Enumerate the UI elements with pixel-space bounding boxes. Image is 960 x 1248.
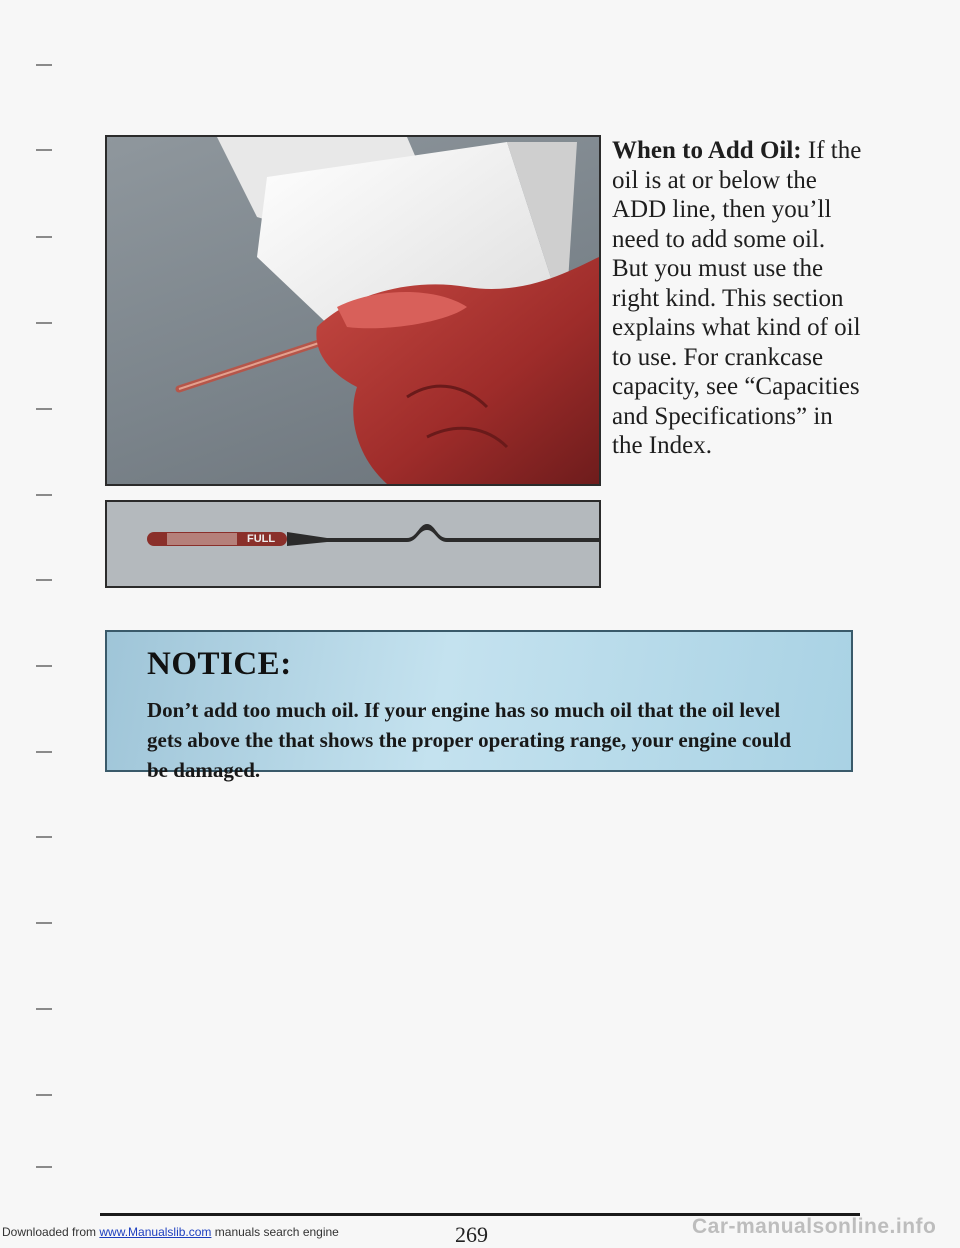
watermark: Car-manualsonline.info	[692, 1215, 937, 1238]
margin-tick	[36, 579, 52, 581]
manualslib-link[interactable]: www.Manualslib.com	[99, 1225, 212, 1239]
dipstick-full-label: FULL	[247, 533, 276, 545]
margin-tick	[36, 665, 52, 667]
footer-suffix: manuals search engine	[211, 1225, 339, 1239]
margin-tick	[36, 751, 52, 753]
margin-tick	[36, 1094, 52, 1096]
when-to-add-oil-body: If the oil is at or below the ADD line, then you’ll need to add some oil. But you must use the right kind. This section explains what kind of oil to use. For crankcase capacity, see “Capacities and Specifications” in the Index.	[612, 137, 862, 459]
hand-wiping-dipstick-photo	[105, 135, 601, 486]
when-to-add-oil-paragraph	[612, 136, 862, 461]
margin-tick	[36, 149, 52, 151]
margin-tick	[36, 1166, 52, 1168]
notice-body: Don’t add too much oil. If your engine has so much oil that the oil level gets above the that shows the proper operating range, your engine could be damaged.	[147, 698, 792, 782]
download-footer	[2, 1225, 339, 1239]
when-to-add-oil-heading: When to Add Oil:	[612, 137, 802, 164]
margin-tick	[36, 922, 52, 924]
margin-tick	[36, 236, 52, 238]
margin-tick	[36, 64, 52, 66]
margin-tick	[36, 322, 52, 324]
page-number: 269	[455, 1222, 488, 1247]
margin-tick	[36, 494, 52, 496]
notice-box	[105, 630, 853, 782]
dipstick-illustration	[105, 500, 601, 588]
margin-tick	[36, 1008, 52, 1010]
margin-tick	[36, 408, 52, 410]
margin-tick	[36, 836, 52, 838]
footer-prefix: Downloaded from	[2, 1225, 100, 1239]
notice-title: NOTICE:	[147, 646, 292, 682]
